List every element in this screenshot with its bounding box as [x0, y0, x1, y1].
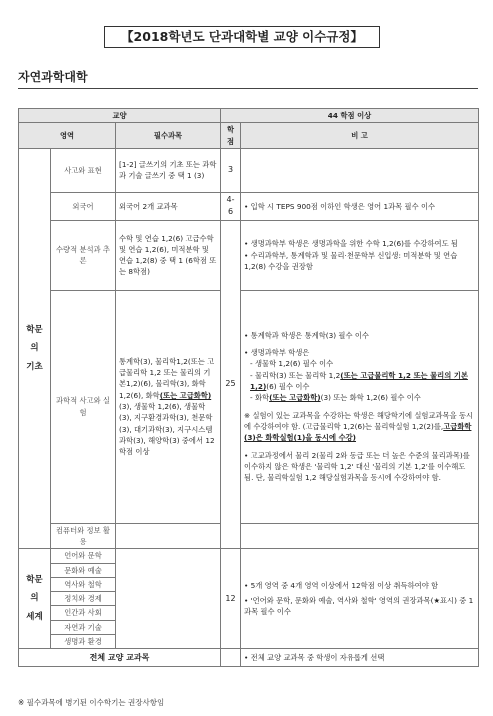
divider	[18, 88, 478, 89]
table-row	[19, 192, 479, 220]
credit-foreign: 4-6	[221, 192, 241, 220]
sub-liberal: 역사와 철학	[51, 577, 116, 591]
table-row	[19, 290, 479, 523]
sub-liberal: 문화와 예술	[51, 563, 116, 577]
course-quant: 수학 및 연습 1,2(6) 고급수학 및 연습 1,2(6), 미적분학 및 연습 1,2(8) 중 택 1 (6학점 또는 8학점)	[116, 220, 221, 290]
header-area: 영역	[19, 123, 116, 149]
top-label: 교양	[19, 109, 221, 123]
remark-quant: • 생명과학부 학생은 생명과학을 위한 수학 1,2(6)를 수강하여도 됨 • 수리과학부, 통계학과 및 물리·천문학부 신입생: 미적분학 및 연습 1,2(8) 수강을 권장함	[241, 220, 479, 290]
sub-quant: 수량적 분석과 추론	[51, 220, 116, 290]
total-remark: • 전체 교양 교과목 중 학생이 자유롭게 선택	[241, 649, 479, 667]
remark-computer	[241, 523, 479, 549]
header-credit: 학점	[221, 123, 241, 149]
header-row	[19, 123, 479, 149]
sub-thinking: 사고와 표현	[51, 148, 116, 192]
header-course: 필수과목	[116, 123, 221, 149]
table-row	[19, 109, 479, 123]
area-liberal: 학문 의 세계	[19, 549, 51, 649]
table-row	[19, 148, 479, 192]
total-label: 전체 교양 교과목	[19, 649, 221, 667]
table-row	[19, 549, 479, 563]
table-row	[19, 523, 479, 549]
course-foreign: 외국어 2개 교과목	[116, 192, 221, 220]
remark-foreign: • 입학 시 TEPS 900점 이하인 학생은 영어 1과목 필수 이수	[241, 192, 479, 220]
top-value: 44 학점 이상	[221, 109, 479, 123]
sub-liberal: 정치와 경제	[51, 592, 116, 606]
course-computer	[116, 523, 221, 549]
sub-liberal: 생명과 환경	[51, 635, 116, 649]
total-row	[19, 649, 479, 667]
area-foundation: 학문 의 기초	[19, 148, 51, 548]
page-title: 【2018학년도 단과대학별 교양 이수규정】	[104, 26, 380, 48]
remark-science: • 통계학과 학생은 통계학(3) 필수 이수 • 생명과학부 학생은 - 생물학 1,2(6) 필수 이수 - 물리학(3) 또는 물리학 1,2(또는 고급물리학 1,2 또는 물리의 기본 1,2)(6) 필수 이수 - 화학(또는 고급화학)(3) 또는 화학 1,2(6) 필수 이수 ※ 실험이 있는 교과목을 수강하는 학생은 해당학기에 실험교과목을 동시에 수강하여야 함. (고급물리학 1,2(6)는 물리학실험 1,2(2)를,고급화학(3)은 화학실험(1)을 동시에 수강) • 고교과정에서 물리 2(물리 2와 동급 또는 더 높은 수준의 물리과목)를 이수하지 않은 학생은 '물리학 1,2' 대신 '물리의 기본 1,2'를 이수해도 됨. 단, 물리학실험 1,2 해당실험과목을 동시에 수강하여야 함.	[241, 290, 479, 523]
header-remark: 비 고	[241, 123, 479, 149]
course-liberal	[116, 549, 221, 649]
sub-science: 과학적 사고와 실험	[51, 290, 116, 523]
table-row	[19, 220, 479, 290]
credit-science: 25	[221, 220, 241, 549]
sub-computer: 컴퓨터와 정보 활용	[51, 523, 116, 549]
credit-thinking: 3	[221, 148, 241, 192]
sub-liberal: 언어와 문학	[51, 549, 116, 563]
curriculum-table	[18, 108, 479, 667]
remark-liberal: • 5개 영역 중 4개 영역 이상에서 12학점 이상 취득하여야 함 • '언어와 문학, 문화와 예술, 역사와 철학' 영역의 권장과목(★표시) 중 1과목 필수 이수	[241, 549, 479, 649]
total-credit	[221, 649, 241, 667]
sub-liberal: 자연과 기술	[51, 620, 116, 634]
sub-liberal: 인간과 사회	[51, 606, 116, 620]
credit-liberal: 12	[221, 549, 241, 649]
footnote: ※ 필수과목에 병기된 이수학기는 권장사항임	[18, 698, 165, 707]
college-name: 자연과학대학	[18, 70, 88, 84]
remark-thinking	[241, 148, 479, 192]
course-science: 통계학(3), 물리학1,2(또는 고급물리학 1,2 또는 물리의 기본1,2)(6), 물리학(3), 화학 1,2(6), 화학(또는 고급화학)(3), 생물학 1,2(6), 생물학(3), 지구환경과학(3), 천문학(3), 대기과학(3), 지구시스템과학(3), 해양학(3) 중에서 12학점 이상	[116, 290, 221, 523]
course-thinking: [1-2] 글쓰기의 기초 또는 과학과 기술 글쓰기 중 택 1 (3)	[116, 148, 221, 192]
sub-foreign: 외국어	[51, 192, 116, 220]
